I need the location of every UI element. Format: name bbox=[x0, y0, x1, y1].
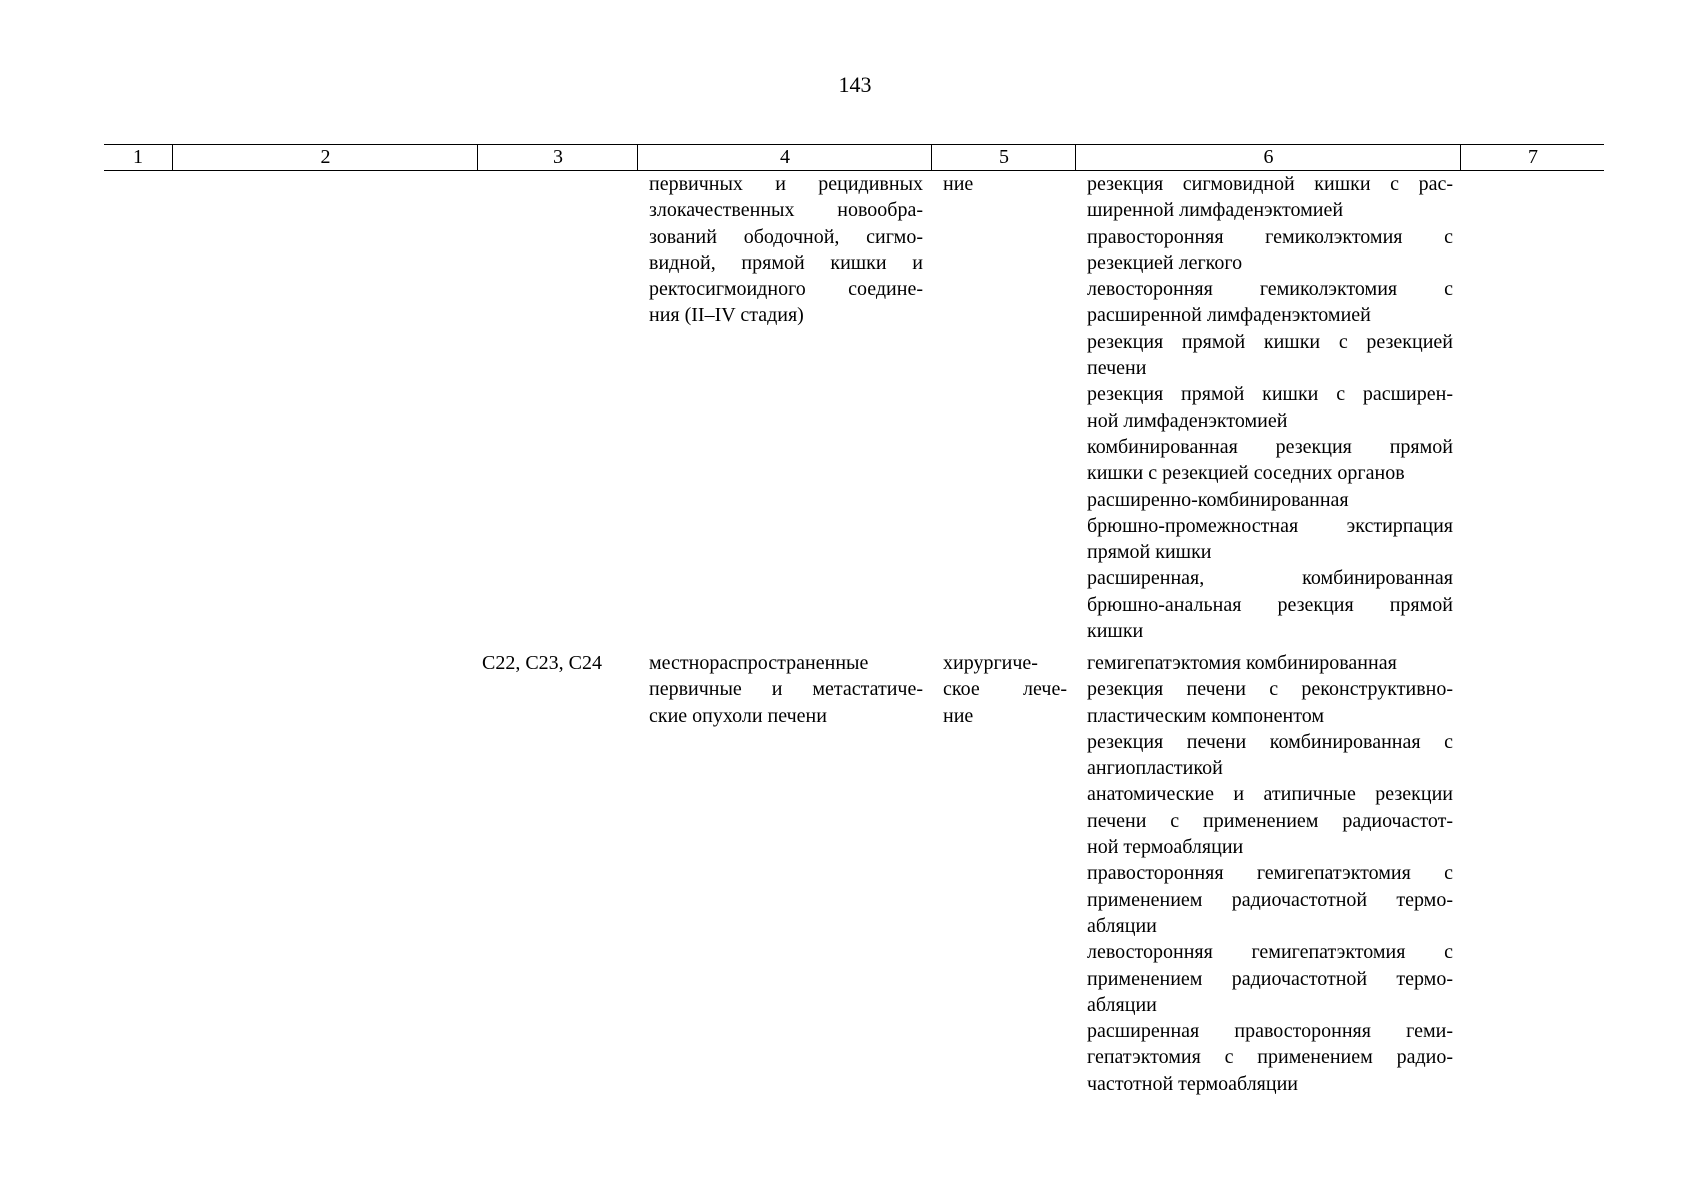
cell-line: зований ободочной, сигмо- bbox=[649, 225, 923, 248]
cell-line: ские опухоли печени bbox=[649, 704, 827, 727]
column-header-4: 4 bbox=[637, 145, 932, 170]
method-entry bbox=[1087, 1018, 1453, 1097]
cell-line: печени bbox=[1087, 357, 1147, 380]
cell-line: резекция прямой кишки с расширен- bbox=[1087, 383, 1453, 406]
cell-line: применением радиочастотной термо- bbox=[1087, 967, 1453, 990]
treatment-methods-cell bbox=[1087, 650, 1453, 1097]
cell-line: гемигепатэктомия комбинированная bbox=[1087, 652, 1397, 674]
cell-line: брюшно-анальная резекция прямой bbox=[1087, 593, 1453, 616]
cell-line: гепатэктомия с применением радио- bbox=[1087, 1046, 1453, 1069]
cell-line: резекция печени с реконструктивно- bbox=[1087, 678, 1453, 701]
column-header-1: 1 bbox=[133, 146, 143, 168]
cell-line: брюшно-промежностная экстирпация bbox=[1087, 514, 1453, 537]
cell-line: первичные и метастатиче- bbox=[649, 678, 923, 701]
method-entry bbox=[1087, 224, 1453, 277]
method-entry bbox=[1087, 650, 1453, 676]
method-entry bbox=[1087, 276, 1453, 329]
cell-line: ной термоабляции bbox=[1087, 836, 1244, 859]
method-entry bbox=[1087, 676, 1453, 729]
cell-line: правосторонняя гемиколэктомия с bbox=[1087, 225, 1453, 248]
treatment-type-cell bbox=[943, 171, 1067, 197]
cell-line: первичных и рецидивных bbox=[649, 173, 923, 195]
cell-line: комбинированная резекция прямой bbox=[1087, 435, 1453, 458]
cell-line: ское лече- bbox=[943, 678, 1067, 701]
cell-line: ние bbox=[943, 704, 974, 727]
treatment-type-cell bbox=[943, 650, 1067, 729]
cell-line: ния (II–IV стадия) bbox=[649, 304, 804, 327]
cell-line: частотной термоабляции bbox=[1087, 1072, 1298, 1095]
cell-line: ректосигмоидного соедине- bbox=[649, 278, 923, 301]
cell-line: правосторонняя гемигепатэктомия с bbox=[1087, 862, 1453, 885]
cell-line: C22, C23, C24 bbox=[482, 652, 603, 674]
treatment-methods-cell bbox=[1087, 171, 1453, 644]
cell-line: злокачественных новообра- bbox=[649, 199, 923, 222]
cell-line: расширенной лимфаденэктомией bbox=[1087, 304, 1371, 327]
method-entry bbox=[1087, 329, 1453, 382]
cell-line: абляции bbox=[1087, 914, 1157, 937]
column-header-5: 5 bbox=[931, 145, 1076, 170]
cell-line: резекция прямой кишки с резекцией bbox=[1087, 330, 1453, 353]
cell-line: расширенная правосторонняя геми- bbox=[1087, 1020, 1453, 1043]
cell-line: ние bbox=[943, 173, 974, 195]
cell-line: хирургиче- bbox=[943, 652, 1038, 674]
method-entry bbox=[1087, 565, 1453, 644]
icd-codes-cell bbox=[482, 650, 624, 676]
cell-line: анатомические и атипичные резекции bbox=[1087, 783, 1453, 806]
cell-line: левосторонняя гемигепатэктомия с bbox=[1087, 941, 1453, 964]
method-entry bbox=[1087, 171, 1453, 224]
method-entry bbox=[1087, 729, 1453, 782]
method-entry bbox=[1087, 781, 1453, 860]
cell-line: видной, прямой кишки и bbox=[649, 251, 923, 274]
method-entry bbox=[1087, 434, 1453, 487]
cell-line: местнораспространенные bbox=[649, 652, 869, 674]
cell-line: расширенная, комбинированная bbox=[1087, 567, 1453, 590]
cell-line: кишки с резекцией соседних органов bbox=[1087, 462, 1405, 485]
cell-line: печени с применением радиочастот- bbox=[1087, 809, 1453, 832]
cell-line: левосторонняя гемиколэктомия с bbox=[1087, 278, 1453, 301]
method-entry bbox=[1087, 381, 1453, 434]
page-number: 143 bbox=[838, 72, 872, 97]
cell-line: прямой кишки bbox=[1087, 541, 1212, 564]
method-entry bbox=[1087, 939, 1453, 1018]
method-entry bbox=[1087, 860, 1453, 939]
cell-line: резекция печени комбинированная с bbox=[1087, 730, 1453, 753]
cell-line: резекция сигмовидной кишки с рас- bbox=[1087, 173, 1453, 195]
cell-line: ангиопластикой bbox=[1087, 757, 1223, 780]
diagnosis-cell bbox=[649, 171, 923, 329]
cell-line: применением радиочастотной термо- bbox=[1087, 888, 1453, 911]
cell-line: пластическим компонентом bbox=[1087, 704, 1324, 727]
diagnosis-cell bbox=[649, 650, 923, 729]
cell-line: резекцией легкого bbox=[1087, 251, 1243, 274]
cell-line: кишки bbox=[1087, 620, 1144, 643]
column-header-2: 2 bbox=[172, 145, 478, 170]
cell-line: ширенной лимфаденэктомией bbox=[1087, 199, 1344, 222]
method-entry bbox=[1087, 487, 1453, 566]
column-header-7: 7 bbox=[1460, 145, 1605, 170]
cell-line: абляции bbox=[1087, 993, 1157, 1016]
column-header-3: 3 bbox=[477, 145, 638, 170]
column-header-6: 6 bbox=[1075, 145, 1461, 170]
cell-line: ной лимфаденэктомией bbox=[1087, 409, 1288, 432]
cell-line: расширенно-комбинированная bbox=[1087, 488, 1349, 511]
table-header-row bbox=[104, 144, 1604, 171]
